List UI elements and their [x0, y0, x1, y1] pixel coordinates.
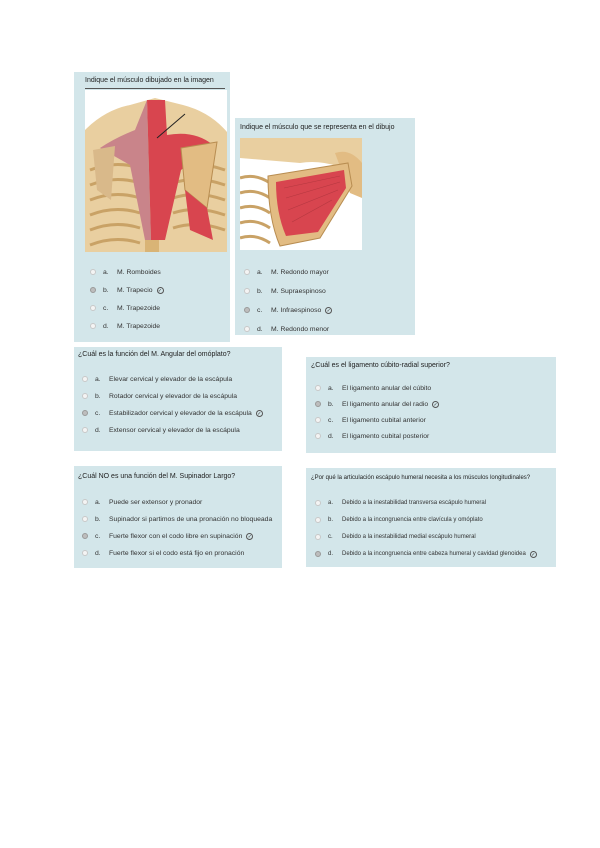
- correct-check-icon: ✓: [531, 551, 536, 558]
- option-2d[interactable]: [244, 323, 329, 335]
- option-letter: c.: [103, 304, 109, 312]
- option-3b[interactable]: [82, 390, 237, 402]
- option-6a[interactable]: [315, 497, 486, 509]
- option-4b[interactable]: [315, 398, 439, 410]
- option-1b[interactable]: [90, 284, 164, 296]
- option-text: El ligamento cubital anterior: [342, 416, 426, 424]
- option-text: Debido a la incongruencia entre clavícula y omóplato: [342, 517, 483, 523]
- option-4d[interactable]: [315, 430, 429, 442]
- option-text: Debido a la incongruencia entre cabeza humeral y cavidad glenoidea: [342, 551, 526, 557]
- option-3d[interactable]: [82, 424, 240, 436]
- radio-button[interactable]: [82, 427, 88, 433]
- option-letter: b.: [103, 286, 109, 294]
- radio-button[interactable]: [315, 500, 321, 506]
- option-letter: d.: [95, 426, 101, 434]
- radio-button[interactable]: [244, 269, 250, 275]
- option-text: M. Trapecio: [117, 286, 153, 294]
- radio-button[interactable]: [90, 269, 96, 275]
- option-5d[interactable]: [82, 547, 244, 559]
- radio-button[interactable]: [82, 516, 88, 522]
- correct-check-icon: ✓: [257, 410, 262, 417]
- option-letter: d.: [95, 549, 101, 557]
- option-4a[interactable]: [315, 382, 431, 394]
- option-text: Elevar cervical y elevador de la escápula: [109, 375, 233, 383]
- radio-button[interactable]: [90, 305, 96, 311]
- radio-button-selected[interactable]: [244, 307, 250, 313]
- question-2-title: Indique el músculo que se representa en el dibujo: [240, 124, 395, 131]
- option-letter: b.: [95, 515, 101, 523]
- radio-button-selected[interactable]: [82, 410, 88, 416]
- option-text: El ligamento cubital posterior: [342, 432, 430, 440]
- question-card-3: [74, 347, 282, 451]
- option-1d[interactable]: [90, 320, 160, 332]
- option-letter: d.: [103, 322, 109, 330]
- option-2b[interactable]: [244, 285, 326, 297]
- option-text: M. Infraespinoso: [271, 306, 322, 314]
- option-letter: a.: [328, 384, 334, 392]
- correct-check-icon: ✓: [247, 533, 252, 540]
- option-2c[interactable]: [244, 304, 332, 316]
- option-text: M. Trapezoide: [117, 304, 161, 312]
- question-3-title: ¿Cuál es la función del M. Angular del omóplato?: [78, 351, 231, 358]
- radio-button-selected[interactable]: [315, 401, 321, 407]
- radio-button-selected[interactable]: [82, 533, 88, 539]
- question-5-title: ¿Cuál NO es una función del M. Supinador Largo?: [78, 473, 236, 480]
- option-letter: c.: [257, 306, 263, 314]
- option-6c[interactable]: [315, 531, 476, 543]
- option-text: M. Romboides: [117, 268, 161, 276]
- option-text: Puede ser extensor y pronador: [109, 498, 203, 506]
- option-letter: d.: [328, 432, 334, 440]
- option-letter: a.: [95, 375, 101, 383]
- correct-check-icon: ✓: [326, 307, 331, 314]
- option-letter: d.: [257, 325, 263, 333]
- option-5b[interactable]: [82, 513, 272, 525]
- option-6d[interactable]: [315, 548, 537, 560]
- option-2a[interactable]: [244, 266, 329, 278]
- radio-button[interactable]: [244, 288, 250, 294]
- option-text: El ligamento anular del cúbito: [342, 384, 432, 392]
- option-letter: b.: [328, 517, 334, 523]
- correct-check-icon: ✓: [157, 287, 163, 294]
- question-card-5: [74, 466, 282, 568]
- radio-button[interactable]: [244, 326, 250, 332]
- option-1a[interactable]: [90, 266, 161, 278]
- infraspinatus-illustration: [240, 138, 362, 250]
- question-1-title: Indique el músculo dibujado en la imagen: [85, 77, 214, 84]
- option-text: El ligamento anular del radio: [342, 400, 429, 408]
- option-letter: b.: [328, 400, 334, 408]
- correct-check-icon: ✓: [433, 401, 438, 408]
- option-letter: b.: [257, 287, 263, 295]
- option-letter: c.: [95, 532, 101, 540]
- option-3c[interactable]: [82, 407, 263, 419]
- radio-button-selected[interactable]: [90, 287, 96, 293]
- option-letter: a.: [95, 498, 101, 506]
- radio-button[interactable]: [82, 376, 88, 382]
- question-card-6: [306, 468, 556, 567]
- option-letter: c.: [328, 416, 334, 424]
- option-text: Debido a la inestabilidad transversa escápulo humeral: [342, 500, 487, 506]
- option-letter: a.: [257, 268, 263, 276]
- option-text: M. Supraespinoso: [271, 287, 326, 295]
- option-text: Fuerte flexor si el codo está fijo en pronación: [109, 549, 245, 557]
- option-text: Fuerte flexor con el codo libre en supinación: [109, 532, 243, 540]
- option-letter: b.: [95, 392, 101, 400]
- option-6b[interactable]: [315, 514, 483, 526]
- radio-button[interactable]: [315, 433, 321, 439]
- radio-button[interactable]: [82, 499, 88, 505]
- radio-button[interactable]: [90, 323, 96, 329]
- radio-button-selected[interactable]: [315, 551, 321, 557]
- radio-button[interactable]: [315, 517, 321, 523]
- option-letter: c.: [328, 534, 333, 540]
- option-letter: a.: [328, 500, 334, 506]
- option-5c[interactable]: [82, 530, 253, 542]
- option-text: Debido a la inestabilidad medial escápulo humeral: [342, 534, 476, 540]
- question-card-1: [74, 72, 230, 342]
- question-4-title: ¿Cuál es el ligamento cúbito-radial superior?: [311, 362, 450, 369]
- question-6-title: ¿Por qué la articulación escápulo humeral necesita a los músculos longitudinales?: [311, 475, 531, 481]
- option-3a[interactable]: [82, 373, 232, 385]
- option-text: Extensor cervical y elevador de la escápula: [109, 426, 240, 434]
- radio-button[interactable]: [315, 534, 321, 540]
- option-text: M. Redondo menor: [271, 325, 330, 333]
- option-5a[interactable]: [82, 496, 202, 508]
- radio-button[interactable]: [315, 385, 321, 391]
- question-card-2: [235, 118, 415, 335]
- trapezius-illustration: [85, 90, 227, 252]
- option-text: Estabilizador cervical y elevador de la escápula: [109, 409, 252, 417]
- radio-button[interactable]: [82, 393, 88, 399]
- option-4c[interactable]: [315, 414, 426, 426]
- title-underline: [85, 88, 225, 89]
- option-text: Supinador si partimos de una pronación no bloqueada: [109, 515, 273, 523]
- option-text: Rotador cervical y elevador de la escápula: [109, 392, 238, 400]
- option-1c[interactable]: [90, 302, 160, 314]
- option-text: M. Redondo mayor: [271, 268, 329, 276]
- option-text: M. Trapezoide: [117, 322, 161, 330]
- radio-button[interactable]: [82, 550, 88, 556]
- option-letter: d.: [328, 551, 334, 557]
- option-letter: c.: [95, 409, 101, 417]
- question-card-4: [306, 357, 556, 453]
- option-letter: a.: [103, 268, 109, 276]
- radio-button[interactable]: [315, 417, 321, 423]
